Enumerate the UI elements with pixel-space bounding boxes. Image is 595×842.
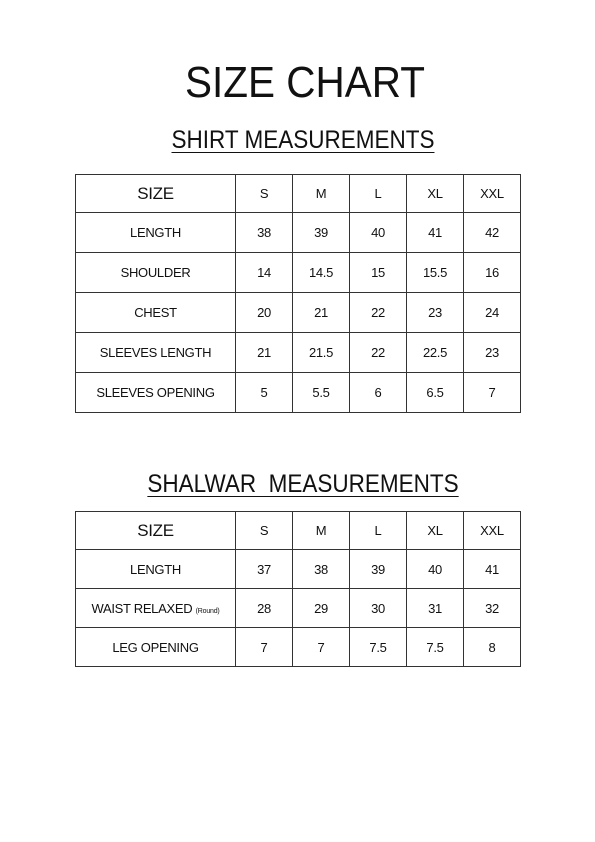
table-cell: 7.5	[407, 628, 464, 667]
table-cell: 38	[293, 550, 350, 589]
table-cell: 7	[293, 628, 350, 667]
table-cell: 22.5	[407, 333, 464, 373]
table-cell: 40	[350, 213, 407, 253]
table-header-row	[76, 512, 521, 550]
row-label: SLEEVES OPENING	[76, 373, 236, 413]
row-label: SLEEVES LENGTH	[76, 333, 236, 373]
table-header-row	[76, 175, 521, 213]
table-cell: 15	[350, 253, 407, 293]
row-label-text: LEG OPENING	[112, 639, 199, 655]
column-header: XXL	[464, 175, 521, 213]
row-label-note: (Round)	[195, 607, 220, 615]
page-title: SIZE CHART	[185, 58, 425, 107]
shirt-measurements-heading: SHIRT MEASUREMENTS	[171, 126, 435, 154]
table-cell: 40	[407, 550, 464, 589]
column-header: XL	[407, 175, 464, 213]
table-cell: 30	[350, 589, 407, 628]
table-cell: 39	[350, 550, 407, 589]
table-cell: 39	[293, 213, 350, 253]
table-cell: 23	[464, 333, 521, 373]
row-label-text: WAIST RELAXED	[91, 600, 193, 616]
row-label: CHEST	[76, 293, 236, 333]
table-cell: 6	[350, 373, 407, 413]
shirt-size-table	[75, 174, 521, 413]
column-header: L	[350, 512, 407, 550]
table-cell: 8	[464, 628, 521, 667]
table-cell: 38	[236, 213, 293, 253]
row-label	[76, 589, 236, 628]
column-header: SIZE	[76, 175, 236, 213]
table-cell: 41	[464, 550, 521, 589]
table-cell: 31	[407, 589, 464, 628]
table-cell: 21.5	[293, 333, 350, 373]
table-cell: 29	[293, 589, 350, 628]
table-cell: 7	[236, 628, 293, 667]
shalwar-size-table	[75, 511, 521, 667]
table-cell: 15.5	[407, 253, 464, 293]
table-cell: 20	[236, 293, 293, 333]
table-cell: 37	[236, 550, 293, 589]
table-row	[76, 589, 521, 628]
table-cell: 22	[350, 293, 407, 333]
row-label-text: LENGTH	[130, 561, 181, 577]
column-header: S	[236, 175, 293, 213]
table-row	[76, 213, 521, 253]
table-cell: 7.5	[350, 628, 407, 667]
column-header: S	[236, 512, 293, 550]
table-row	[76, 550, 521, 589]
column-header: SIZE	[76, 512, 236, 550]
table-cell: 22	[350, 333, 407, 373]
column-header: XXL	[464, 512, 521, 550]
table-cell: 14.5	[293, 253, 350, 293]
table-row	[76, 253, 521, 293]
table-cell: 21	[293, 293, 350, 333]
table-cell: 21	[236, 333, 293, 373]
table-row	[76, 293, 521, 333]
table-cell: 5.5	[293, 373, 350, 413]
table-cell: 24	[464, 293, 521, 333]
table-cell: 42	[464, 213, 521, 253]
table-row	[76, 373, 521, 413]
table-row	[76, 333, 521, 373]
table-cell: 41	[407, 213, 464, 253]
row-label: LENGTH	[76, 213, 236, 253]
table-cell: 23	[407, 293, 464, 333]
table-row	[76, 628, 521, 667]
column-header: M	[293, 175, 350, 213]
row-label	[76, 628, 236, 667]
table-cell: 16	[464, 253, 521, 293]
shalwar-measurements-heading: SHALWAR MEASUREMENTS	[147, 470, 459, 498]
column-header: L	[350, 175, 407, 213]
table-cell: 7	[464, 373, 521, 413]
table-cell: 14	[236, 253, 293, 293]
table-cell: 32	[464, 589, 521, 628]
table-cell: 28	[236, 589, 293, 628]
row-label: SHOULDER	[76, 253, 236, 293]
table-cell: 5	[236, 373, 293, 413]
column-header: XL	[407, 512, 464, 550]
table-cell: 6.5	[407, 373, 464, 413]
column-header: M	[293, 512, 350, 550]
row-label	[76, 550, 236, 589]
